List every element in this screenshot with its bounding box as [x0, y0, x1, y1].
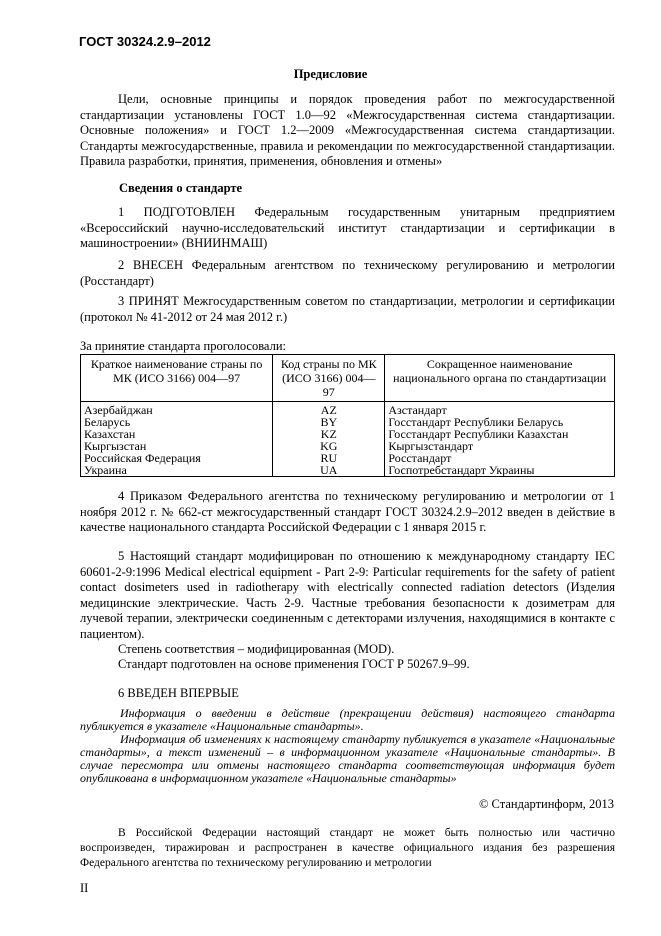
reproduction-notice: В Российской Федерации настоящий стандарт не может быть полностью или частично воспроизведен, тиражирован и распространен в качестве официального издания без разрешения Федерального агентства по техническому регулированию и метрологии: [80, 827, 615, 869]
item-4-enacted: 4 Приказом Федерального агентства по техническому регулированию и метрологии от 1 ноября 2012 г. № 662-ст межгосударственный стандарт ГОСТ 30324.2.9–2012 введен в действие в качестве национального стандарта Российской Федерации с 1 января 2015 г.: [80, 489, 615, 534]
national-body: Кыргызстандарт: [385, 440, 615, 452]
national-body: Росстандарт: [385, 452, 615, 464]
header-country-name: Краткое наименование страны по МК (ИСО 3166) 004—97: [81, 355, 273, 402]
table-row: [81, 464, 615, 477]
country-name: Казахстан: [81, 428, 273, 440]
country-code: KZ: [273, 428, 385, 440]
national-body: Госстандарт Республики Беларусь: [385, 416, 615, 428]
country-name: Беларусь: [81, 416, 273, 428]
table-header-row: [81, 355, 615, 402]
country-code: AZ: [273, 402, 385, 417]
item-5-basis: Стандарт подготовлен на основе применения ГОСТ Р 50267.9–99.: [118, 657, 470, 671]
national-body: Госпотребстандарт Украины: [385, 464, 615, 477]
national-body: Госстандарт Республики Казахстан: [385, 428, 615, 440]
header-country-code: Код страны по МК (ИСО 3166) 004—97: [273, 355, 385, 402]
item-5-modified: 5 Настоящий стандарт модифицирован по отношению к международному стандарту IEC 60601-2-9:1996 Medical electrical equipment - Part 2-9: Particular requirements for the safety of patient contact dosimeters used in radiotherapy with electrically connected radiation detectors (Изделия медицинские электрические. Часть 2-9. Частные требования безопасности к дозиметрам для лучевой терапии, электрически соединенным с детекторами излучения, находящимися в контакте с пациентом).: [80, 549, 615, 641]
page-number: II: [80, 881, 89, 895]
country-code: RU: [273, 452, 385, 464]
country-name: Украина: [81, 464, 273, 477]
info-introduction-notice: Информация о введении в действие (прекращении действия) настоящего стандарта публикуется в указателе «Национальные стандарты».: [80, 706, 615, 733]
country-name: Кыргызстан: [81, 440, 273, 452]
item-5-degree: Степень соответствия – модифицированная (MOD).: [118, 642, 395, 656]
header-national-body: Сокращенное наименование национального органа по стандартизации: [385, 355, 615, 402]
document-code-header: ГОСТ 30324.2.9–2012: [79, 34, 211, 49]
country-name: Азербайджан: [81, 402, 273, 417]
table-row: [81, 452, 615, 464]
country-name: Российская Федерация: [81, 452, 273, 464]
vote-caption: За принятие стандарта проголосовали:: [80, 339, 286, 353]
item-3-adopted: 3 ПРИНЯТ Межгосударственным советом по стандартизации, метрологии и сертификации (протокол № 41-2012 от 24 мая 2012 г.): [80, 294, 615, 324]
standard-info-subtitle: Сведения о стандарте: [119, 181, 243, 195]
item-2-submitted: 2 ВНЕСЕН Федеральным агентством по техническому регулированию и метрологии (Росстандарт): [80, 258, 615, 288]
country-code: KG: [273, 440, 385, 452]
foreword-title: Предисловие: [293, 67, 368, 81]
item-1-prepared: 1 ПОДГОТОВЛЕН Федеральным государственным унитарным предприятием «Всероссийский научно-исследовательский институт стандартизации и сертификации в машиностроении» (ВНИИНМАШ): [80, 205, 615, 250]
foreword-intro: Цели, основные принципы и порядок проведения работ по межгосударственной стандартизации установлены ГОСТ 1.0—92 «Межгосударственная система стандартизации. Основные положения» и ГОСТ 1.2—2009 «Межгосударственная система стандартизации. Стандарты межгосударственные, правила и рекомендации по межгосударственной стандартизации. Правила разработки, принятия, применения, обновления и отмены»: [80, 92, 615, 168]
country-code: UA: [273, 464, 385, 477]
info-changes-notice: Информация об изменениях к настоящему стандарту публикуется в указателе «Национальные стандарты», а текст изменений – в информационном указателе «Национальные стандарты». В случае пересмотра или отмены настоящего стандарта соответствующая информация будет опубликована в информационном указателе «Национальные стандарты»: [80, 732, 615, 785]
country-code: BY: [273, 416, 385, 428]
national-body: Азстандарт: [385, 402, 615, 417]
table-row: [81, 428, 615, 440]
voting-countries-table: [80, 354, 615, 477]
copyright-notice: © Стандартинформ, 2013: [478, 797, 614, 811]
table-row: [81, 402, 615, 417]
item-6-introduced: 6 ВВЕДЕН ВПЕРВЫЕ: [118, 686, 239, 700]
